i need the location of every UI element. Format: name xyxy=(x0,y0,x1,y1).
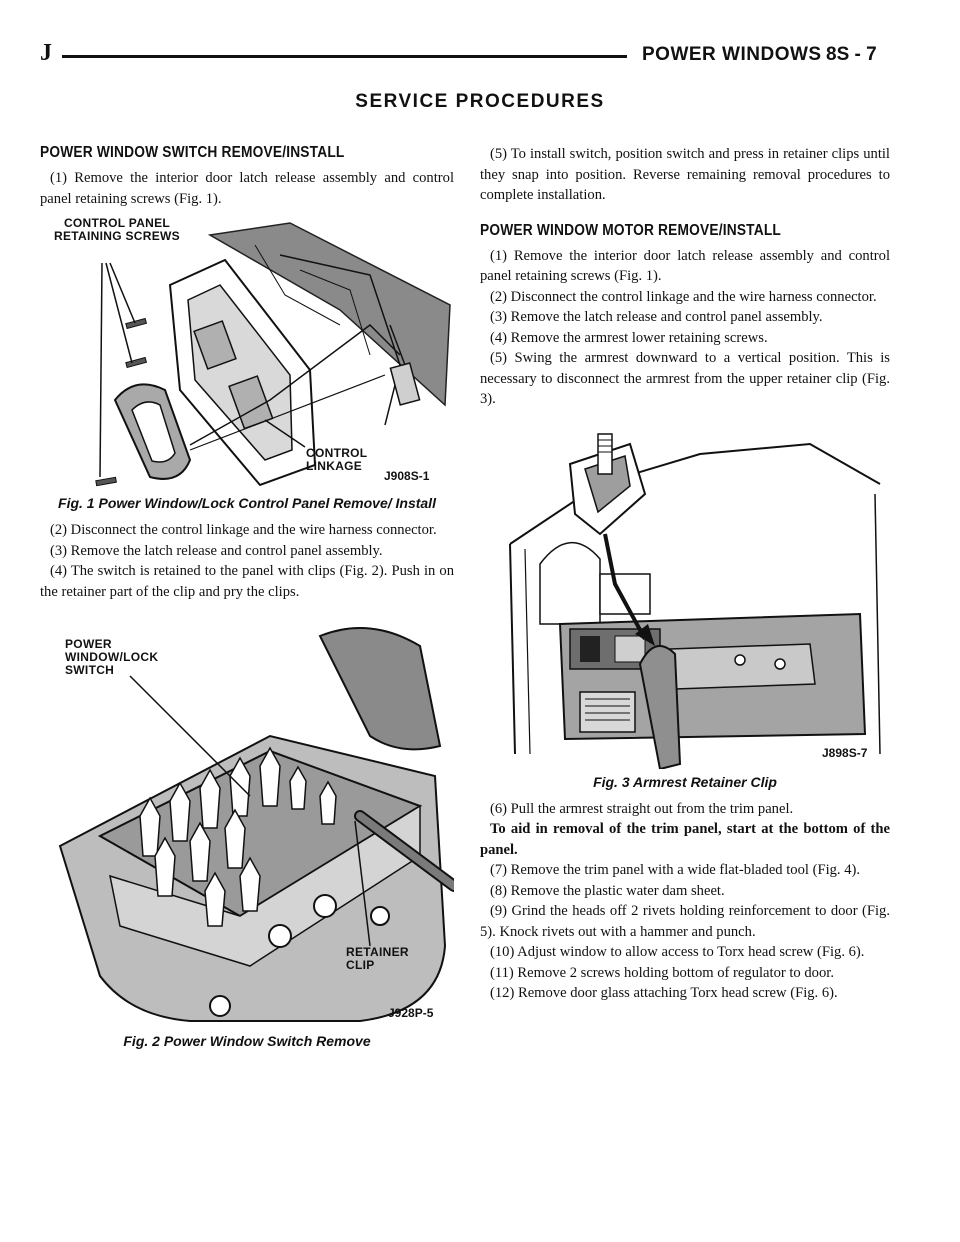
figure-1 xyxy=(40,215,454,490)
step-2-text: (2) Disconnect the control linkage and the wire harness connector. xyxy=(50,522,437,538)
motor-step-9: (9) Grind the heads off 2 rivets holding reinforcement to door (Fig. 5). Knock rivets out with a hammer and punch. xyxy=(480,903,890,940)
motor-step-1: (1) Remove the interior door latch release assembly and control panel retaining screws (Fig. 1). xyxy=(480,247,890,284)
motor-step-5: (5) Swing the armrest downward to a vertical position. This is necessary to disconnect the armrest from the upper retainer clip (Fig. 3). xyxy=(480,350,890,407)
fig1-label-linkage: CONTROL LINKAGE xyxy=(306,446,368,473)
header-letter: J xyxy=(40,40,52,66)
step-4-text: (4) The switch is retained to the panel with clips (Fig. 2). Push in on the retainer part of the clip and pry the clips. xyxy=(40,563,454,600)
motor-step-3: (3) Remove the latch release and control panel assembly. xyxy=(490,309,823,325)
motor-heading: POWER WINDOW MOTOR REMOVE/INSTALL xyxy=(480,221,781,239)
right-column xyxy=(480,144,890,1004)
motor-step-2: (2) Disconnect the control linkage and the wire harness connector. xyxy=(490,288,877,305)
step-3-text: (3) Remove the latch release and control panel assembly. xyxy=(50,542,383,559)
motor-step-6: (6) Pull the armrest straight out from the trim panel. xyxy=(490,800,794,817)
header-title: POWER WINDOWS xyxy=(642,44,822,65)
motor-step-11: (11) Remove 2 screws holding bottom of regulator to door. xyxy=(490,964,834,981)
switch-step-5-text: (5) To install switch, position switch and press in retainer clips until they snap into position. Reverse remaining removal procedures to complete installation. xyxy=(480,146,890,203)
left-column xyxy=(40,144,454,1058)
trim-panel-note: To aid in removal of the trim panel, start at the bottom of the panel. xyxy=(480,821,890,858)
motor-step-8: (8) Remove the plastic water dam sheet. xyxy=(490,882,725,899)
header-rule xyxy=(62,55,627,58)
figure-2 xyxy=(40,616,454,1028)
fig3-caption: Fig. 3 Armrest Retainer Clip xyxy=(593,773,777,790)
fig1-caption: Fig. 1 Power Window/Lock Control Panel Remove/ Install xyxy=(58,495,436,511)
figure-3 xyxy=(480,424,890,769)
fig2-label-switch: POWER WINDOW/LOCK SWITCH xyxy=(65,637,159,677)
motor-step-10: (10) Adjust window to allow access to Torx head screw (Fig. 6). xyxy=(490,944,865,960)
motor-step-7: (7) Remove the trim panel with a wide flat-bladed tool (Fig. 4). xyxy=(490,862,861,878)
fig2-label-clip: RETAINER CLIP xyxy=(346,945,409,972)
step-1-text: (1) Remove the interior door latch release assembly and control panel retaining screws (Fig. 1). xyxy=(40,170,454,207)
fig2-caption: Fig. 2 Power Window Switch Remove xyxy=(123,1033,371,1049)
section-title: SERVICE PROCEDURES xyxy=(355,91,605,112)
page-number: 8S - 7 xyxy=(826,44,877,65)
motor-step-12: (12) Remove door glass attaching Torx head screw (Fig. 6). xyxy=(490,985,838,1001)
fig3-code: J898S-7 xyxy=(822,745,868,760)
fig2-code: J928P-5 xyxy=(388,1006,434,1020)
fig1-code: J908S-1 xyxy=(384,469,430,483)
fig3-illustration xyxy=(480,424,890,769)
fig1-label-screws: CONTROL PANEL RETAINING SCREWS xyxy=(54,216,180,243)
switch-heading: POWER WINDOW SWITCH REMOVE/INSTALL xyxy=(40,144,345,161)
motor-step-4: (4) Remove the armrest lower retaining screws. xyxy=(490,329,768,346)
fig1-illustration xyxy=(40,215,454,490)
